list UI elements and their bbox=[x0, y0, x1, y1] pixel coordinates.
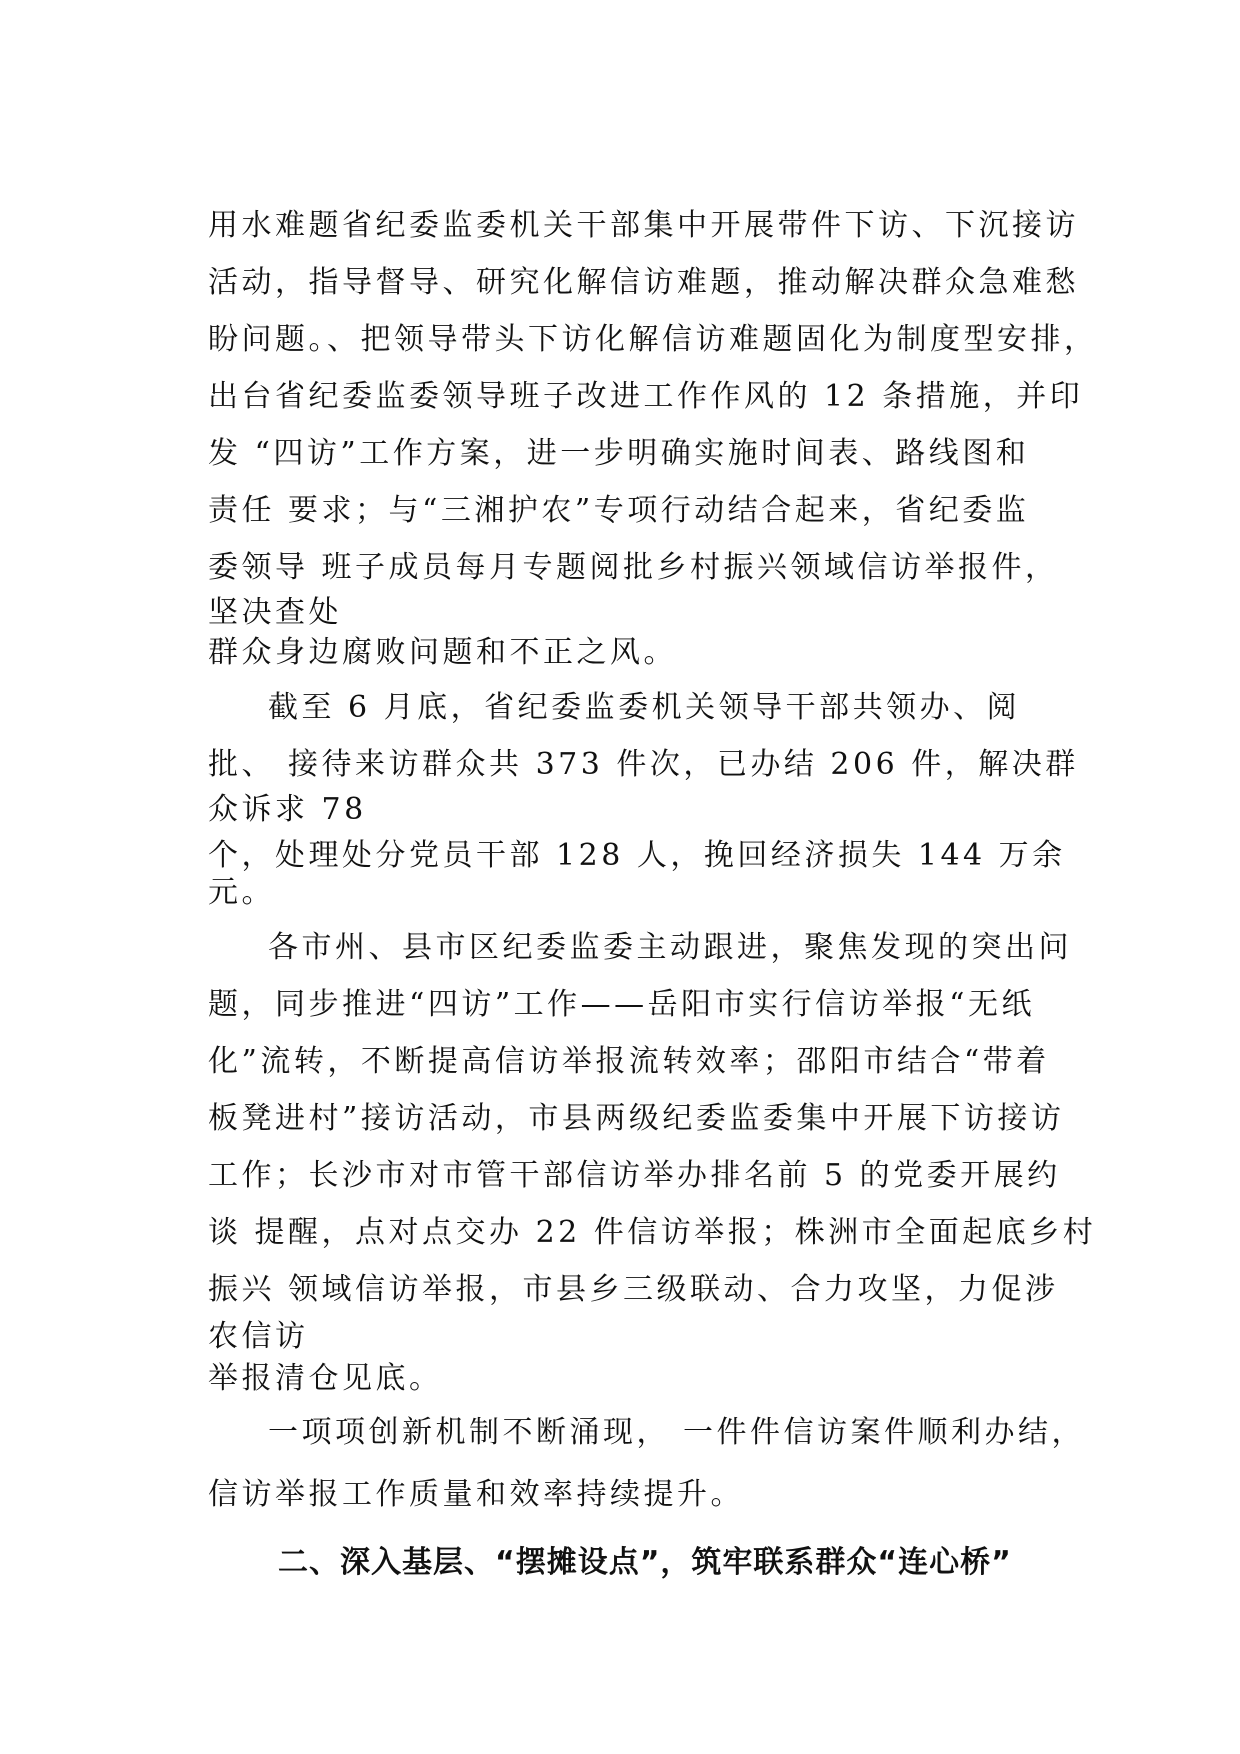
text-line: 截至 6 月底，省纪委监委机关领导干部共领办、阅 bbox=[268, 690, 1021, 725]
text-line: 群众身边腐败问题和不正之风。 bbox=[208, 635, 677, 670]
text-line: 责任 要求；与“三湘护农”专项行动结合起来，省纪委监 bbox=[208, 493, 1030, 528]
text-line: 坚决查处 bbox=[208, 595, 342, 630]
text-line: 盼问题。、把领导带头下访化解信访难题固化为制度型安排， bbox=[208, 322, 1098, 357]
text-line: 举报清仓见底。 bbox=[208, 1361, 443, 1396]
text-line: 农信访 bbox=[208, 1319, 309, 1354]
section-heading: 二、深入基层、“摆摊设点”，筑牢联系群众“连心桥” bbox=[278, 1545, 1012, 1580]
text-line: 题，同步推进“四访”工作——岳阳市实行信访举报“无纸 bbox=[208, 987, 1036, 1022]
text-line: 活动，指导督导、研究化解信访难题，推动解决群众急难愁 bbox=[208, 265, 1079, 300]
text-line: 各市州、县市区纪委监委主动跟进，聚焦发现的突出问 bbox=[268, 930, 1072, 965]
text-line: 出台省纪委监委领导班子改进工作作风的 12 条措施，并印 bbox=[208, 379, 1084, 414]
text-line: 化”流转，不断提高信访举报流转效率；邵阳市结合“带着 bbox=[208, 1044, 1050, 1079]
text-line: 振兴 领域信访举报，市县乡三级联动、合力攻坚，力促涉 bbox=[208, 1272, 1059, 1307]
text-line: 元。 bbox=[208, 875, 275, 910]
text-line: 工作；长沙市对市管干部信访举办排名前 5 的党委开展约 bbox=[208, 1158, 1061, 1193]
text-line: 众诉求 78 bbox=[208, 792, 367, 827]
text-line: 委领导 班子成员每月专题阅批乡村振兴领域信访举报件， bbox=[208, 550, 1059, 585]
text-line: 用水难题省纪委监委机关干部集中开展带件下访、下沉接访 bbox=[208, 208, 1079, 243]
text-line: 一项项创新机制不断涌现， 一件件信访案件顺利办结， bbox=[268, 1415, 1086, 1450]
text-line: 信访举报工作质量和效率持续提升。 bbox=[208, 1477, 744, 1512]
text-line: 批、 接待来访群众共 373 件次，已办结 206 件，解决群 bbox=[208, 747, 1079, 782]
text-line: 板凳进村”接访活动，市县两级纪委监委集中开展下访接访 bbox=[208, 1101, 1065, 1136]
text-line: 个，处理处分党员干部 128 人，挽回经济损失 144 万余 bbox=[208, 838, 1066, 873]
text-line: 谈 提醒，点对点交办 22 件信访举报；株洲市全面起底乡村 bbox=[208, 1215, 1097, 1250]
text-line: 发 “四访”工作方案，进一步明确实施时间表、路线图和 bbox=[208, 436, 1030, 471]
